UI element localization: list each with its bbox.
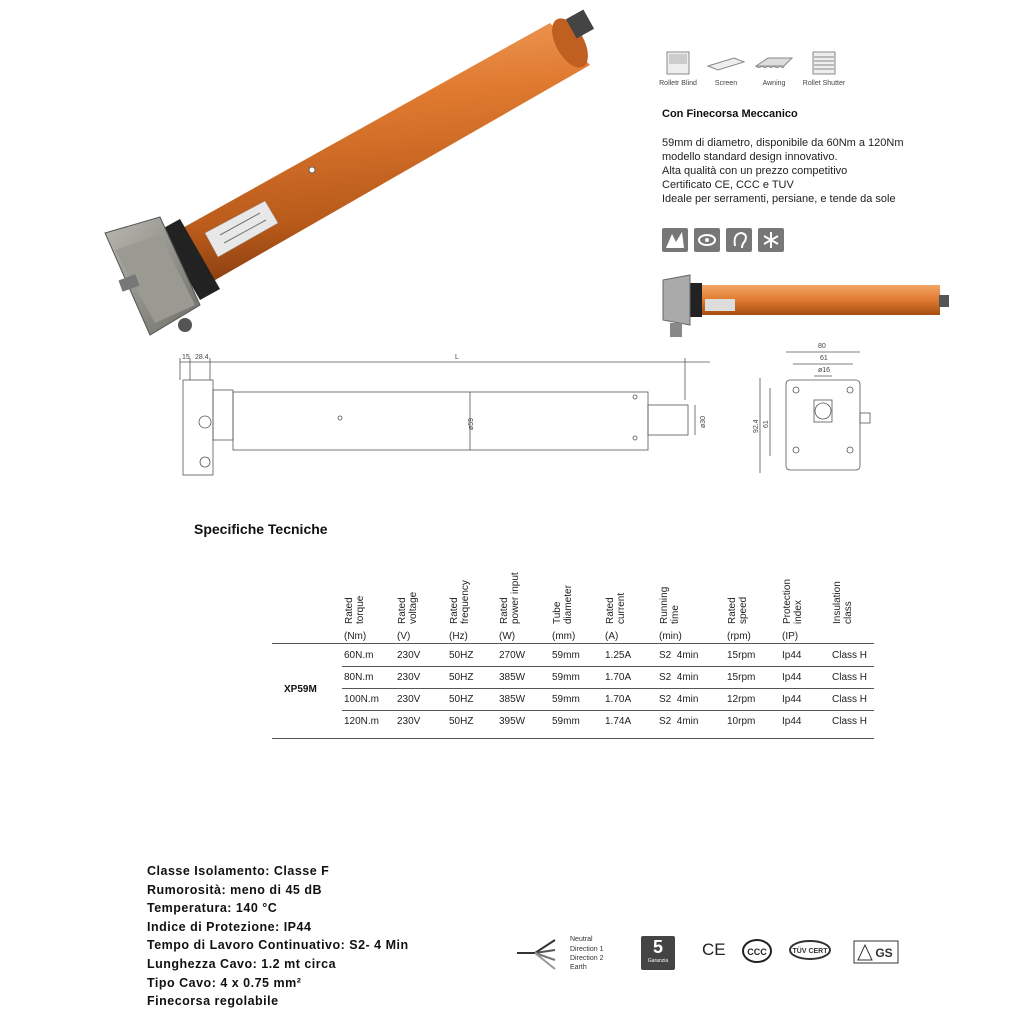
description-line: Ideale per serramenti, persiane, e tende da sole	[662, 193, 896, 205]
table-cell: 80N.m	[344, 672, 374, 683]
dim-label: ø59	[468, 417, 475, 430]
description-line: 59mm di diametro, disponibile da 60Nm a 120Nm	[662, 137, 904, 149]
product-description	[662, 136, 904, 206]
table-cell: S2 4min	[659, 716, 699, 727]
table-cell: 59mm	[552, 650, 580, 661]
detail-item: Indice di Protezione: IP44	[147, 919, 312, 934]
ccc-logo	[741, 938, 773, 964]
table-cell: 395W	[499, 716, 526, 727]
ce-logo: CE	[702, 940, 726, 959]
table-row	[342, 645, 874, 667]
dim-label: ø30	[700, 415, 707, 428]
table-cell: 1.74A	[605, 716, 632, 727]
detail-item: Tipo Cavo: 4 x 0.75 mm²	[147, 975, 302, 990]
table-cell: Class H	[832, 694, 868, 705]
gs-logo-text: GS	[875, 946, 893, 960]
feature-snowflake-icon	[758, 228, 784, 252]
column-header	[727, 560, 777, 642]
dim-label: 61	[820, 355, 828, 362]
column-header-unit: (IP)	[782, 631, 799, 642]
wire-label-earth: Earth	[570, 964, 587, 971]
table-cell: 230V	[397, 650, 421, 661]
column-header-label: Running time	[659, 586, 681, 624]
table-row	[342, 689, 874, 711]
side-dimension-drawing	[165, 350, 725, 485]
ccc-logo-text: CCC	[747, 947, 767, 957]
feature-ear-icon	[726, 228, 752, 252]
table-cell: 59mm	[552, 716, 580, 727]
application-label: Rolletr Blind	[659, 80, 697, 87]
application-roller-shutter	[794, 50, 854, 87]
table-cell: 50HZ	[449, 716, 474, 727]
table-cell: S2 4min	[659, 650, 699, 661]
column-header-label: Rated speed	[727, 596, 749, 624]
table-cell: 385W	[499, 694, 526, 705]
column-header	[782, 560, 832, 642]
table-cell: 120N.m	[344, 716, 380, 727]
table-cell: 50HZ	[449, 694, 474, 705]
table-cell: 230V	[397, 716, 421, 727]
model-name: XP59M	[284, 684, 317, 695]
feature-obstacle-icon	[662, 228, 688, 252]
table-cell: 230V	[397, 672, 421, 683]
column-header	[499, 560, 549, 642]
column-header-unit: (rpm)	[727, 631, 751, 642]
column-header-label: Tube diameter	[552, 585, 574, 624]
column-header-label: Rated voltage	[397, 591, 419, 624]
detail-item: Tempo di Lavoro Continuativo: S2- 4 Min	[147, 938, 409, 953]
detail-item: Rumorosità: meno di 45 dB	[147, 882, 323, 897]
table-divider	[272, 738, 874, 739]
column-header	[449, 560, 499, 642]
awning-icon	[754, 50, 794, 76]
description-line: Certificato CE, CCC e TUV	[662, 179, 794, 191]
detail-item: Classe Isolamento: Classe F	[147, 864, 330, 878]
table-cell: 59mm	[552, 672, 580, 683]
warranty-label: Garanzia	[647, 958, 669, 964]
dim-label: 80	[818, 343, 826, 350]
column-header-unit: (A)	[605, 631, 619, 642]
description-line: modello standard design innovativo.	[662, 151, 838, 163]
table-row	[342, 667, 874, 689]
tuv-cert-logo	[788, 936, 832, 966]
column-header-label: Insulation class	[832, 581, 854, 624]
application-label: Screen	[714, 80, 738, 87]
table-cell: 100N.m	[344, 694, 380, 705]
table-cell: 15rpm	[727, 650, 756, 661]
column-header-unit: (W)	[499, 631, 516, 642]
warranty-badge	[641, 936, 675, 970]
table-cell: 1.70A	[605, 694, 632, 705]
table-cell: S2 4min	[659, 694, 699, 705]
table-cell: 270W	[499, 650, 526, 661]
table-cell: 59mm	[552, 694, 580, 705]
column-header-unit: (Hz)	[449, 631, 468, 642]
dim-label: 15	[182, 354, 190, 361]
dim-label: 61	[763, 420, 770, 428]
tubular-motor-photo	[100, 5, 620, 350]
column-header-label: Rated current	[605, 592, 627, 624]
table-cell: S2 4min	[659, 672, 699, 683]
product-title: Con Finecorsa Meccanico	[662, 108, 798, 120]
application-label: Rollet Shutter	[802, 80, 846, 87]
table-cell: Ip44	[782, 650, 802, 661]
roller-blind-icon	[664, 50, 692, 76]
feature-eye-icon	[694, 228, 720, 252]
table-cell: 1.70A	[605, 672, 632, 683]
table-cell: 1.25A	[605, 650, 632, 661]
table-cell: 50HZ	[449, 650, 474, 661]
column-header-label: Rated torque	[344, 595, 366, 624]
column-header-unit: (V)	[397, 631, 411, 642]
dim-label: ø16	[818, 367, 831, 374]
detail-item: Lunghezza Cavo: 1.2 mt circa	[147, 956, 337, 971]
column-header-label: Protection index	[782, 578, 804, 624]
column-header	[552, 560, 602, 642]
table-divider	[272, 643, 874, 644]
table-row	[342, 711, 874, 733]
table-cell: Ip44	[782, 694, 802, 705]
column-header	[659, 560, 709, 642]
column-header-label: Rated power input	[499, 572, 521, 624]
table-cell: Class H	[832, 672, 868, 683]
screen-icon	[706, 50, 746, 76]
roller-shutter-icon	[810, 50, 838, 76]
column-header	[344, 560, 394, 642]
wire-label-direction-2: Direction 2	[570, 955, 604, 962]
table-cell: Class H	[832, 650, 868, 661]
table-cell: Class H	[832, 716, 868, 727]
description-line: Alta qualità con un prezzo competitivo	[662, 165, 848, 177]
column-header-unit: (Nm)	[344, 631, 367, 642]
warranty-years: 5	[652, 937, 663, 957]
dim-label: L	[455, 354, 459, 361]
application-label: Awning	[762, 80, 786, 87]
column-header	[397, 560, 447, 642]
table-cell: 15rpm	[727, 672, 756, 683]
table-cell: 50HZ	[449, 672, 474, 683]
table-cell: Ip44	[782, 716, 802, 727]
table-cell: 230V	[397, 694, 421, 705]
detail-item: Finecorsa regolabile	[147, 994, 279, 1009]
tubular-motor-side-photo	[655, 265, 955, 345]
specs-title: Specifiche Tecniche	[194, 521, 328, 537]
dim-label: 28.4	[195, 354, 209, 361]
column-header-unit: (min)	[659, 631, 682, 642]
detail-item: Temperatura: 140 °C	[147, 901, 278, 916]
table-cell: Ip44	[782, 672, 802, 683]
spec-table	[272, 560, 874, 740]
table-cell: 60N.m	[344, 650, 374, 661]
front-dimension-drawing	[748, 338, 898, 480]
dim-label: 92.4	[753, 419, 760, 433]
wire-label-neutral: Neutral	[570, 936, 593, 943]
wiring-cable-icon	[515, 935, 570, 975]
details-list	[147, 862, 409, 1011]
tuv-logo-text: TÜV CERT	[792, 948, 828, 955]
column-header	[605, 560, 655, 642]
column-header-label: Rated frequency	[449, 580, 471, 624]
gs-logo	[853, 940, 899, 964]
table-cell: 385W	[499, 672, 526, 683]
wire-label-direction-1: Direction 1	[570, 946, 604, 953]
table-cell: 10rpm	[727, 716, 756, 727]
column-header	[832, 560, 882, 642]
column-header-unit: (mm)	[552, 631, 576, 642]
table-cell: 12rpm	[727, 694, 756, 705]
